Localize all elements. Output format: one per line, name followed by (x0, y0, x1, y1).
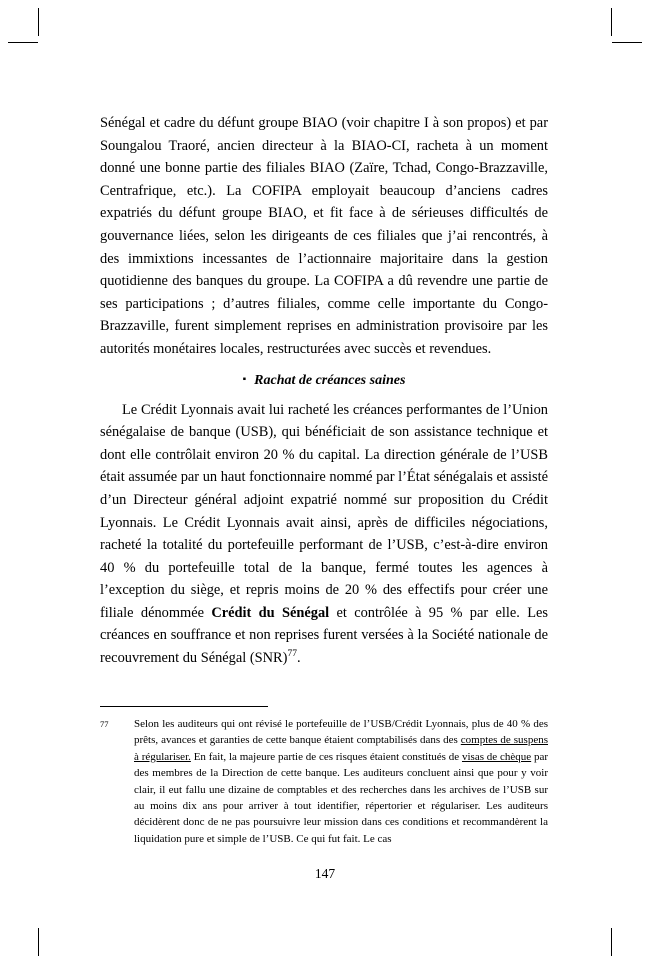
page-body (100, 112, 548, 670)
trim-line-top-right (612, 42, 642, 43)
paragraph-text-part-1: Le Crédit Lyonnais avait lui racheté les créances performantes de l’Union sénégalaise de banque (USB), qui bénéficiait de son assistance technique et dont elle contrôlait environ 20 % du capital. La direction générale de l’USB était assumée par un haut fonctionnaire nommé par l’État sénégalais et assisté d’un Directeur général adjoint expatrié nommé sur proposition du Crédit Lyonnais. Le Crédit Lyonnais avait ainsi, après de difficiles négociations, racheté la totalité du portefeuille performant de l’USB, c’est-à-dire environ 40 % du portefeuille total de la banque, fermé toutes les agences à l’exception du siège, et repris moins de 20 % des effectifs pour créer une filiale dénommée (100, 401, 548, 621)
paragraph-text-part-3: . (296, 650, 301, 667)
section-subheading (100, 373, 548, 389)
footnote-reference-77[interactable]: 77 (287, 649, 297, 660)
crop-mark-bottom-left (38, 928, 39, 956)
page-number: 147 (314, 866, 336, 881)
crop-mark-top-right (611, 8, 612, 36)
paragraph-continuation: Sénégal et cadre du défunt groupe BIAO (voir chapitre I à son propos) et par Soungalou Traoré, ancien directeur à la BIAO-CI, racheta à un moment donné une bonne partie des filiales BIAO (Zaïre, Tchad, Congo-Brazzaville, Centrafrique, etc.). La COFIPA employait beaucoup d’anciens cadres expatriés du défunt groupe BIAO, et fit face à de sérieuses difficultés de gouvernance liées, selon les dirigeants de ces filiales que j’ai rencontrés, à des immixtions incessantes de l’actionnaire majoritaire dans la gestion quotidienne des banques du groupe. La COFIPA a dû revendre une partie de ses participations ; d’autres filiales, comme celle importante du Congo-Brazzaville, furent simplement reprises en administration provisoire par les autorités monétaires locales, restructurées avec succès et revendues. (100, 115, 548, 357)
square-bullet-icon: ▪ (242, 373, 247, 385)
trim-line-top-left (8, 42, 38, 43)
footnote-item (100, 716, 548, 847)
footnote-underlined-term-2: visas de chèque (461, 750, 532, 763)
footnote-underlined-term-1: comptes de suspens à régulariser. (134, 734, 549, 763)
footnote-text-part-1: Selon les auditeurs qui ont révisé le portefeuille de l’USB/Crédit Lyonnais, plus de 40 % des prêts, avances et garanties de cette banque étaient comptabilisés dans des (134, 718, 548, 747)
footnote-separator-rule (100, 706, 268, 707)
paragraph-credit-lyonnais (100, 399, 548, 670)
section-subheading-label: Rachat de créances saines (254, 372, 406, 388)
crop-mark-top-left (38, 8, 39, 36)
bank-name-bold: Crédit du Sénégal (211, 604, 330, 621)
crop-mark-bottom-right (611, 928, 612, 956)
footnote-area (100, 706, 548, 847)
footnote-text-part-3: par des membres de la Direction de cette banque. Les auditeurs concluent ainsi que pour y voir clair, il eut fallu une dizaine de comptables et des recherches dans les archives de l’USB sur au moins dix ans pour arriver à tout identifier, répertorier et régulariser. Les auditeurs décidèrent donc de ne pas poursuivre leur mission dans ces conditions et recommandèrent la liquidation pure et simple de l’USB. Ce qui fut fait. Le cas (134, 750, 549, 845)
paragraph-text-part-2: et contrôlée à 95 % par elle. Les créances en souffrance et non reprises furent versées à la Société nationale de recouvrement du Sénégal (SNR) (100, 604, 548, 667)
footnote-number: 77 (100, 719, 109, 729)
footnote-text-part-2: En fait, la majeure partie de ces risques étaient constitués de (190, 750, 462, 763)
